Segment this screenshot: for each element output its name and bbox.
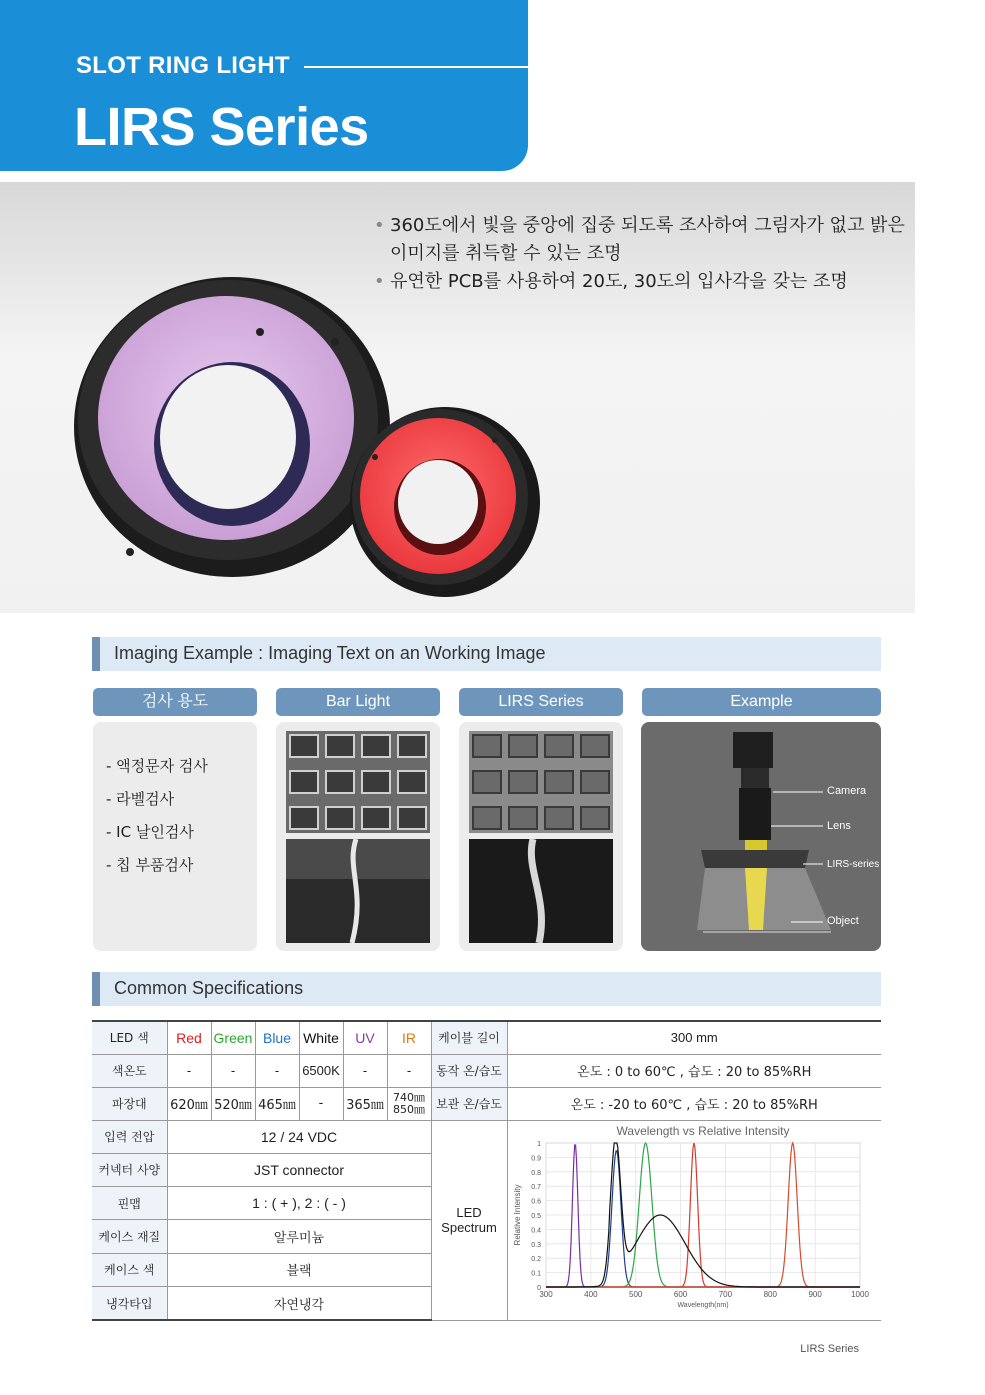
y-tick-label: 0.1 [531,1270,542,1278]
section-marker [92,637,100,671]
camera-label: Camera [827,785,867,797]
connector-label: 커넥터 사양 [92,1153,167,1186]
feature-list [372,212,912,296]
operating-temp-value: 온도 : 0 to 60℃ , 습도 : 20 to 85%RH [507,1054,881,1087]
color-temp-label: 색온도 [92,1054,167,1087]
usage-item: - 칩 부품검사 [106,856,194,874]
feature-item: • 유연한 PCB를 사용하여 20도, 30도의 입사각을 갖는 조명 [372,268,912,296]
table-row [92,1021,881,1054]
color-temp-cell: - [211,1054,255,1087]
color-white: White [299,1021,343,1054]
storage-temp-label: 보관 온/습도 [431,1087,507,1120]
column-example-header: Example [642,688,881,716]
color-temp-cell: 6500K [299,1054,343,1087]
y-tick-label: 0.7 [531,1183,542,1191]
table-row [92,1054,881,1087]
x-tick-label: 1000 [851,1289,870,1299]
y-tick-label: 0.6 [531,1198,542,1206]
y-tick-label: 0.2 [531,1255,542,1263]
led-spectrum-label-line2: Spectrum [441,1220,497,1235]
y-tick-label: 0.8 [531,1169,542,1177]
specs-section-header [92,972,881,1006]
usage-list [106,750,208,882]
wavelength-label: 파장대 [92,1087,167,1120]
wavelength-cell: 620㎚ [167,1087,211,1120]
case-material-label: 케이스 재질 [92,1220,167,1253]
y-tick-label: 1 [537,1140,542,1148]
header-banner [0,0,528,171]
connector-value: JST connector [167,1153,431,1186]
product-category: SLOT RING LIGHT [76,52,290,79]
operating-temp-label: 동작 온/습도 [431,1054,507,1087]
usage-item: - 액정문자 검사 [106,757,208,775]
lirs-series-label: LIRS-series [827,859,880,870]
example-setup-diagram [641,722,881,951]
pinmap-value: 1 : ( + ), 2 : ( - ) [167,1187,431,1220]
x-tick-label: 300 [539,1289,553,1299]
usage-item: - 라벨검사 [106,790,175,808]
usage-item: - IC 날인검사 [106,823,194,841]
column-usage-header: 검사 용도 [93,688,257,716]
cable-length-label: 케이블 길이 [431,1021,507,1054]
table-row [92,1087,881,1120]
wavelength-cell: - [299,1087,343,1120]
wavelength-cell: 365㎚ [343,1087,387,1120]
color-blue: Blue [255,1021,299,1054]
case-color-label: 케이스 색 [92,1253,167,1286]
color-temp-cell: - [167,1054,211,1087]
led-spectrum-label [431,1120,507,1320]
pinmap-label: 핀맵 [92,1187,167,1220]
case-color-value: 블랙 [167,1253,431,1286]
x-tick-label: 700 [718,1289,733,1299]
y-tick-label: 0.4 [531,1226,542,1234]
page-title: LIRS Series [74,97,369,157]
section-marker [92,972,100,1006]
color-uv: UV [343,1021,387,1054]
table-row [92,1120,881,1153]
x-tick-label: 900 [808,1289,823,1299]
section-title: Imaging Example : Imaging Text on an Working Image [114,643,546,663]
color-temp-cell: - [343,1054,387,1087]
color-red: Red [167,1021,211,1054]
color-temp-cell: - [387,1054,431,1087]
object-label: Object [827,915,859,927]
color-temp-cell: - [255,1054,299,1087]
column-lirs-header: LIRS Series [459,688,623,716]
wavelength-ir-1: 740㎚ [393,1090,425,1104]
y-tick-label: 0 [537,1284,542,1292]
wavelength-ir-cell [387,1087,431,1120]
section-title: Common Specifications [114,978,304,998]
chart-title: Wavelength vs Relative Intensity [616,1123,790,1138]
x-tick-label: 800 [763,1289,778,1299]
y-tick-label: 0.3 [531,1241,542,1249]
barlight-chip-image [286,731,430,833]
y-tick-label: 0.5 [531,1212,542,1220]
cooling-label: 냉각타입 [92,1287,167,1320]
header-divider [304,66,528,68]
column-barlight-header: Bar Light [276,688,440,716]
spectrum-chart-cell [507,1120,881,1320]
lirs-crack-image [469,839,613,943]
storage-temp-value: 온도 : -20 to 60℃ , 습도 : 20 to 85%RH [507,1087,881,1120]
led-color-label: LED 색 [92,1021,167,1054]
feature-item: • 360도에서 빛을 중앙에 집중 되도록 조사하여 그림자가 없고 밝은 이미지를 취득할 수 있는 조명 [372,212,912,268]
cooling-value: 자연냉각 [167,1287,431,1320]
x-tick-label: 600 [674,1289,688,1299]
wavelength-cell: 520㎚ [211,1087,255,1120]
footer-text: LIRS Series [800,1343,859,1355]
x-tick-label: 400 [584,1289,598,1299]
color-green: Green [211,1021,255,1054]
input-voltage-value: 12 / 24 VDC [167,1120,431,1153]
wavelength-ir-2: 850㎚ [393,1102,425,1116]
hero-section [0,182,915,613]
case-material-value: 알루미늄 [167,1220,431,1253]
cable-length-value: 300 mm [507,1021,881,1054]
led-spectrum-label-line1: LED [456,1205,482,1220]
barlight-crack-image [286,839,430,943]
lirs-chip-image [469,731,613,833]
input-voltage-label: 입력 전압 [92,1120,167,1153]
wavelength-cell: 465㎚ [255,1087,299,1120]
y-tick-label: 0.9 [531,1154,542,1162]
spectrum-chart [508,1121,880,1317]
specifications-table [92,1020,881,1321]
imaging-section-header [92,637,881,671]
y-axis-label: Relative Intensity [513,1184,523,1245]
x-axis-label: Wavelength(nm) [677,1301,729,1309]
lens-label: Lens [827,820,851,832]
color-ir: IR [387,1021,431,1054]
x-tick-label: 500 [629,1289,643,1299]
